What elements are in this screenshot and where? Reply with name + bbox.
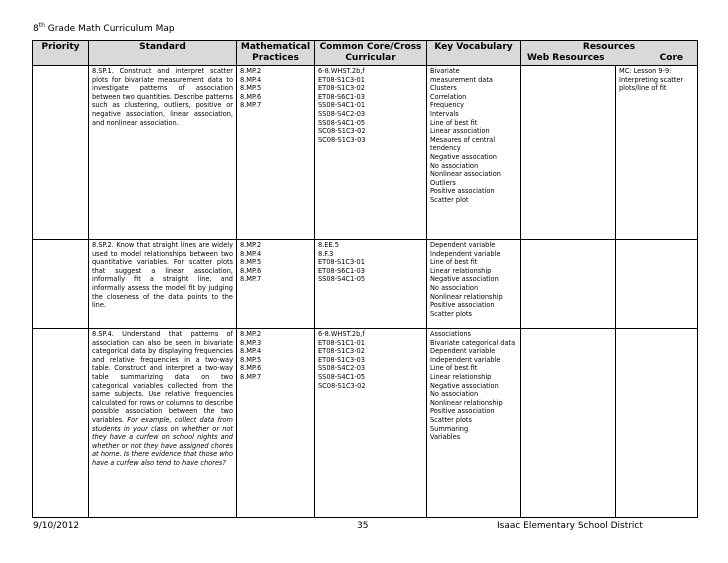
list-item: 6-8.WHST.2b,f	[318, 67, 365, 75]
footer-date: 9/10/2012	[33, 521, 80, 531]
list-item: ET08-S1C3-01	[318, 75, 365, 84]
list-item: Linear association	[430, 127, 490, 136]
list-item: SS08-S4C1-05	[318, 372, 366, 381]
priority-cell	[33, 240, 89, 329]
list-item: 8.MP.2	[240, 330, 262, 338]
list-item: Positive association	[430, 187, 495, 196]
cross-curricular-cell	[315, 329, 427, 518]
vocabulary-cell	[427, 329, 521, 518]
list-item: Linear relationship	[430, 372, 492, 381]
header-math-practices: Mathematical Practices	[237, 41, 315, 66]
header-standard: Standard	[89, 41, 237, 66]
list-item: measurement data	[430, 75, 493, 84]
list-item: SS08-S4C2-03	[318, 364, 366, 373]
list-item: Frequency	[430, 101, 465, 110]
list-item: Outliers	[430, 178, 456, 187]
list-item: Line of best fit	[430, 118, 478, 127]
list-item: 8.MP.3	[240, 338, 262, 347]
web-resources-cell	[521, 329, 616, 518]
list-item: Nonlinear relationship	[430, 398, 503, 407]
list-item: Positive association	[430, 301, 495, 310]
list-item: ET08-S6C1-03	[318, 92, 365, 101]
list-item: Bivariate	[430, 67, 460, 75]
list-item: Negative association	[430, 275, 499, 284]
list-item: Scatter plot	[430, 195, 469, 204]
list-item: 8.MP.7	[240, 275, 262, 284]
list-item: Nonlinear association	[430, 170, 501, 179]
header-priority: Priority	[33, 41, 89, 66]
header-core: Core	[659, 53, 684, 63]
list-item: ET08-S1C3-02	[318, 347, 365, 356]
list-item: ET08-S1C3-03	[318, 355, 365, 364]
standard-cell: 8.SP.2. Know that straight lines are widely used to model relationships between two quantitative variables. For scatter plots that suggest a linear association, informally fit a straight line, and informally assess the model fit by judging the closeness of the data points to the line.	[89, 240, 237, 329]
list-item: Dependent variable	[430, 347, 496, 356]
header-resources	[521, 41, 698, 66]
list-item: 8.MP.6	[240, 92, 262, 101]
list-item: 8.MP.5	[240, 258, 262, 267]
list-item: 8.MP.5	[240, 355, 262, 364]
header-web-resources: Web Resources	[527, 53, 605, 63]
list-item: Summaring	[430, 424, 469, 433]
list-item: 8.MP.7	[240, 101, 262, 110]
list-item: Nonlinear relationship	[430, 292, 503, 301]
list-item: 8.EE.5	[318, 241, 339, 249]
list-item: Independent variable	[430, 355, 501, 364]
table-row	[33, 66, 698, 240]
list-item: Variables	[430, 433, 461, 442]
list-item: 8.MP.7	[240, 372, 262, 381]
core-resources-cell: MC: Lesson 9-9: Interpreting scatter plots/line of fit	[616, 66, 698, 240]
list-item: Correlation	[430, 92, 467, 101]
list-item: SS08-S4C2-03	[318, 109, 366, 118]
list-item: Clusters	[430, 84, 457, 93]
list-item: Scatter plots	[430, 309, 472, 318]
priority-cell	[33, 329, 89, 518]
list-item: 8.MP.4	[240, 75, 262, 84]
standard-cell: 8.SP.1. Construct and interpret scatter plots for bivariate measurement data to investigate patterns of association between two quantities. Describe patterns such as clustering, outliers, positive or negative association, linear association, and nonlinear association.	[89, 66, 237, 240]
vocabulary-cell	[427, 66, 521, 240]
list-item: 8.MP.4	[240, 347, 262, 356]
list-item: 8.MP.5	[240, 84, 262, 93]
list-item: 6-8.WHST.2b,f	[318, 330, 365, 338]
list-item: Negative assocation	[430, 152, 497, 161]
list-item: 8.MP.6	[240, 364, 262, 373]
table-row	[33, 240, 698, 329]
curriculum-table	[32, 40, 698, 518]
cross-curricular-cell	[315, 66, 427, 240]
footer-page-number: 35	[357, 521, 369, 531]
list-item: 8.MP.4	[240, 249, 262, 258]
list-item: Scatter plots	[430, 415, 472, 424]
list-item: Bivariate categorical data	[430, 338, 516, 347]
core-resources-cell	[616, 240, 698, 329]
standard-cell	[89, 329, 237, 518]
header-key-vocabulary: Key Vocabulary	[427, 41, 521, 66]
list-item: ET08-S1C1-01	[318, 338, 365, 347]
list-item: Linear relationship	[430, 266, 492, 275]
practices-cell	[237, 329, 315, 518]
standard-text: 8.SP.4. Understand that patterns of association can also be seen in bivariate categorical data by displaying frequencies and relative frequencies in a two-way table. Construct and interpret a two-way table summarizing data on two categorical variables collected from the same subjects. Use relative frequencies calculated for rows or columns to describe possible association between the two variables.	[92, 330, 233, 424]
list-item: Line of best fit	[430, 258, 478, 267]
list-item: 8.MP.2	[240, 241, 262, 249]
list-item: No association	[430, 161, 479, 170]
list-item: Associations	[430, 330, 471, 338]
web-resources-cell	[521, 240, 616, 329]
table-row	[33, 329, 698, 518]
list-item: No association	[430, 390, 479, 399]
list-item: SC08-S1C3-02	[318, 127, 366, 136]
web-resources-cell	[521, 66, 616, 240]
resources-title: Resources	[582, 42, 636, 52]
grade-number: 8	[33, 24, 39, 34]
list-item: Independent variable	[430, 249, 501, 258]
header-common-core: Common Core/Cross Curricular	[315, 41, 427, 66]
header-row	[33, 41, 698, 66]
list-item: Dependent variable	[430, 241, 496, 249]
list-item: Negative association	[430, 381, 499, 390]
grade-suffix: th	[38, 22, 45, 29]
priority-cell	[33, 66, 89, 240]
list-item: 8.MP.6	[240, 266, 262, 275]
list-item: SC08-S1C3-03	[318, 135, 366, 144]
page-title	[33, 22, 175, 34]
title-text: Grade Math Curriculum Map	[44, 24, 175, 34]
practices-cell	[237, 240, 315, 329]
list-item: SS08-S4C1-05	[318, 275, 366, 284]
cross-curricular-cell	[315, 240, 427, 329]
list-item: Intervals	[430, 109, 459, 118]
practices-cell	[237, 66, 315, 240]
list-item: ET08-S6C1-03	[318, 266, 365, 275]
list-item: ET08-S1C3-01	[318, 258, 365, 267]
list-item: No association	[430, 283, 479, 292]
list-item: Mesaures of central tendency	[430, 135, 496, 153]
standard-example: For example, collect data from students in your class on whether or not they have a curfew on school nights and whether or not they have assigned chores at home. Is there evidence that those who have a curfew also tend to have chores?	[92, 415, 233, 467]
list-item: 8.F.3	[318, 249, 334, 258]
list-item: SS08-S4C1-01	[318, 101, 366, 110]
vocabulary-cell	[427, 240, 521, 329]
list-item: SS08-S4C1-05	[318, 118, 366, 127]
list-item: 8.MP.2	[240, 67, 262, 75]
list-item: Line of best fit	[430, 364, 478, 373]
list-item: SC08-S1C3-02	[318, 381, 366, 390]
core-resources-cell	[616, 329, 698, 518]
list-item: ET08-S1C3-02	[318, 84, 365, 93]
footer-district: Isaac Elementary School District	[497, 521, 643, 531]
list-item: Positive association	[430, 407, 495, 416]
